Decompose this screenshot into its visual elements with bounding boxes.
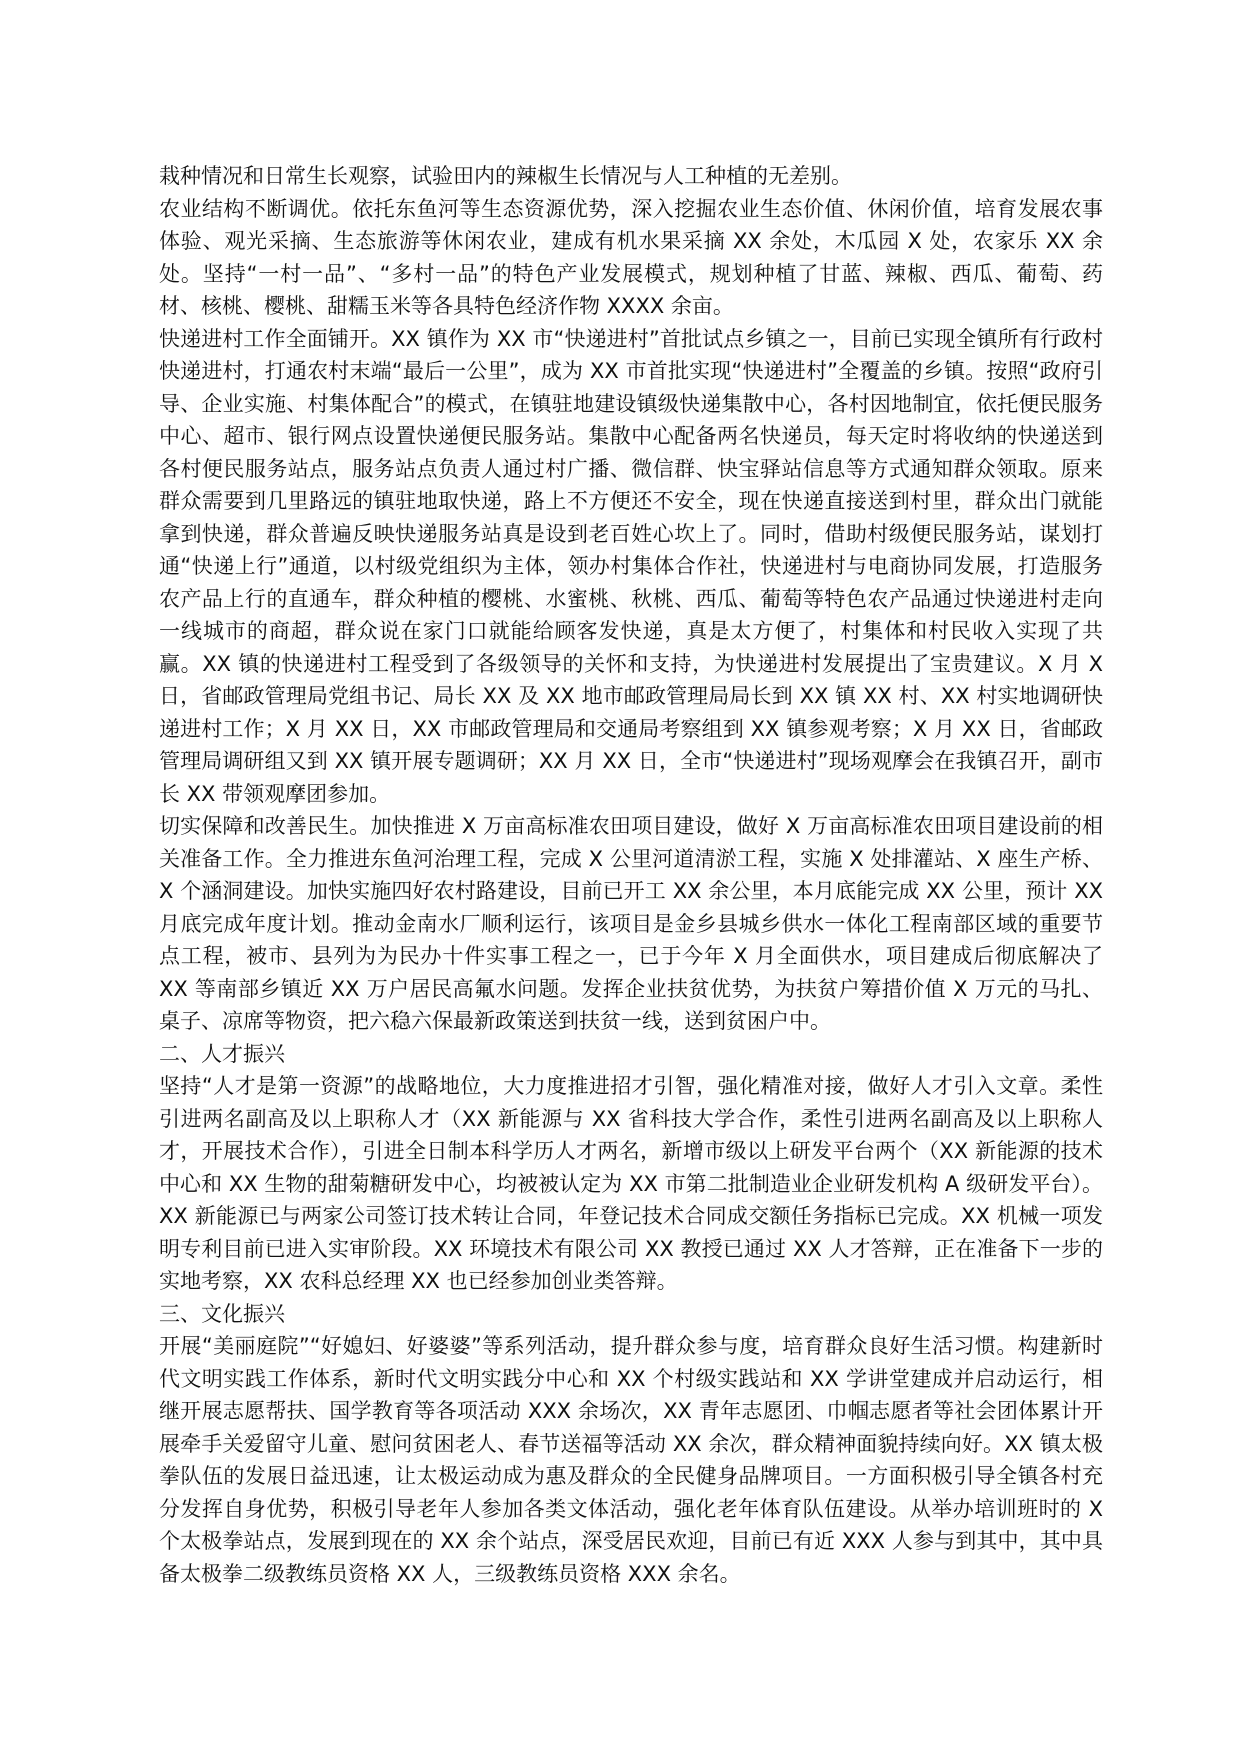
section-heading-talent: 二、人才振兴 [159, 1041, 285, 1066]
paragraph-livelihood: 切实保障和改善民生。加快推进 X 万亩高标准农田项目建设，做好 X 万亩高标准农田项目建设前的相关准备工作。全力推进东鱼河治理工程，完成 X 公里河道清淤工程，实施 X 处排灌站、X 座生产桥、X 个涵洞建设。加快实施四好农村路建设，目前已开工 XX 余公里，本月底能完成 XX 公里，预计 XX 月底完成年度计划。推动金南水厂顺利运行，该项目是金乡县城乡供水一体化工程南部区域的重要节点工程，被市、县列为为民办十件实事工程之一，已于今年 X 月全面供水，项目建成后彻底解决了 XX 等南部乡镇近 XX 万户居民高氟水问题。发挥企业扶贫优势，为扶贫户筹措价值 X 万元的马扎、桌子、凉席等物资，把六稳六保最新政策送到扶贫一线，送到贫困户中。 [159, 814, 1103, 1033]
section-heading-culture: 三、文化振兴 [159, 1301, 285, 1326]
paragraph-agriculture-structure: 农业结构不断调优。依托东鱼河等生态资源优势，深入挖掘农业生态价值、休闲价值，培育发展农事体验、观光采摘、生态旅游等休闲农业，建成有机水果采摘 XX 余处，木瓜园 X 处，农家乐 XX 余处。坚持“一村一品”、“多村一品”的特色产业发展模式，规划种植了甘蓝、辣椒、西瓜、葡萄、药材、核桃、樱桃、甜糯玉米等各具特色经济作物 XXXX 余亩。 [159, 196, 1103, 318]
paragraph-express-delivery: 快递进村工作全面铺开。XX 镇作为 XX 市“快递进村”首批试点乡镇之一，目前已实现全镇所有行政村快递进村，打通农村末端“最后一公里”，成为 XX 市首批实现“快递进村”全覆盖的乡镇。按照“政府引导、企业实施、村集体配合”的模式，在镇驻地建设镇级快递集散中心，各村因地制宜，依托便民服务中心、超市、银行网点设置快递便民服务站。集散中心配备两名快递员，每天定时将收纳的快递送到各村便民服务站点，服务站点负责人通过村广播、微信群、快宝驿站信息等方式通知群众领取。原来群众需要到几里路远的镇驻地取快递，路上不方便还不安全，现在快递直接送到村里，群众出门就能拿到快递，群众普遍反映快递服务站真是设到老百姓心坎上了。同时，借助村级便民服务站，谋划打通“快递上行”通道，以村级党组织为主体，领办村集体合作社，快递进村与电商协同发展，打造服务农产品上行的直通车，群众种植的樱桃、水蜜桃、秋桃、西瓜、葡萄等特色农产品通过快递进村走向一线城市的商超，群众说在家门口就能给顾客发快递，真是太方便了，村集体和村民收入实现了共赢。XX 镇的快递进村工程受到了各级领导的关怀和支持，为快递进村发展提出了宝贵建议。X 月 X 日，省邮政管理局党组书记、局长 XX 及 XX 地市邮政管理局局长到 XX 镇 XX 村、XX 村实地调研快递进村工作；X 月 XX 日，XX 市邮政管理局和交通局考察组到 XX 镇参观考察；X 月 XX 日，省邮政管理局调研组又到 XX 镇开展专题调研；XX 月 XX 日，全市“快递进村”现场观摩会在我镇召开，副市长 XX 带领观摩团参加。 [159, 326, 1103, 806]
document-body [159, 160, 1103, 1590]
paragraph-planting-observation: 栽种情况和日常生长观察，试验田内的辣椒生长情况与人工种植的无差别。 [159, 164, 852, 188]
paragraph-talent: 坚持“人才是第一资源”的战略地位，大力度推进招才引智，强化精准对接，做好人才引入文章。柔性引进两名副高及以上职称人才（XX 新能源与 XX 省科技大学合作，柔性引进两名副高及以上职称人才，开展技术合作），引进全日制本科学历人才两名，新增市级以上研发平台两个（XX 新能源的技术中心和 XX 生物的甜菊糖研发中心，均被被认定为 XX 市第二批制造业企业研发机构 A 级研发平台）。XX 新能源已与两家公司签订技术转让合同，年登记技术合同成交额任务指标已完成。XX 机械一项发明专利目前已进入实审阶段。XX 环境技术有限公司 XX 教授已通过 XX 人才答辩，正在准备下一步的实地考察，XX 农科总经理 XX 也已经参加创业类答辩。 [159, 1074, 1103, 1293]
paragraph-culture: 开展“美丽庭院”“好媳妇、好婆婆”等系列活动，提升群众参与度，培育群众良好生活习惯。构建新时代文明实践工作体系，新时代文明实践分中心和 XX 个村级实践站和 XX 学讲堂建成并启动运行，相继开展志愿帮扶、国学教育等各项活动 XXX 余场次，XX 青年志愿团、巾帼志愿者等社会团体累计开展牵手关爱留守儿童、慰问贫困老人、春节送福等活动 XX 余次，群众精神面貌持续向好。XX 镇太极拳队伍的发展日益迅速，让太极运动成为惠及群众的全民健身品牌项目。一方面积极引导全镇各村充分发挥自身优势，积极引导老年人参加各类文体活动，强化老年体育队伍建设。从举办培训班时的 X 个太极拳站点，发展到现在的 XX 余个站点，深受居民欢迎，目前已有近 XXX 人参与到其中，其中具备太极拳二级教练员资格 XX 人，三级教练员资格 XXX 余名。 [159, 1334, 1103, 1586]
